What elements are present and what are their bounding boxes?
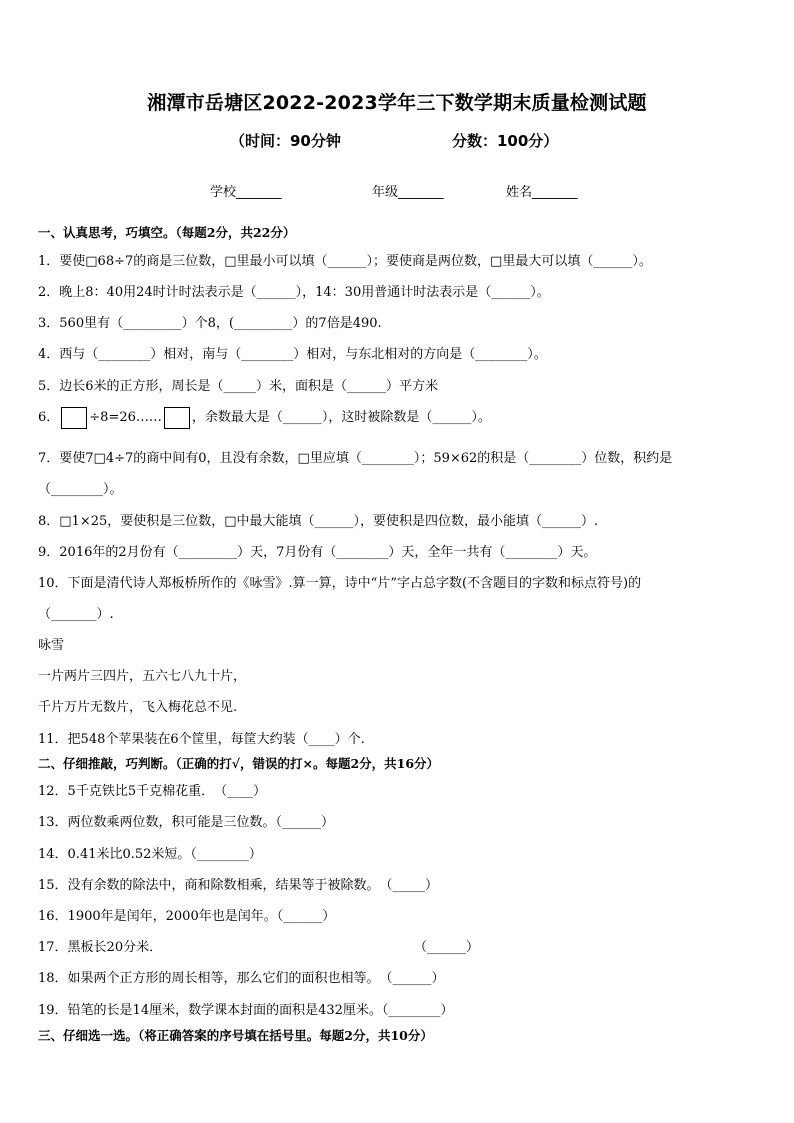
question-19: 19．铅笔的长是14厘米，数学课本封面的面积是432厘米。（________） [38, 1003, 454, 1018]
grade-field: 年级_______ [372, 185, 444, 200]
poem-line-2: 千片万片无数片，飞入梅花总不见. [38, 700, 238, 715]
question-11: 11．把548个苹果装在6个筐里，每筐大约装（____）个. [38, 732, 365, 747]
question-4: 4．西与（________）相对，南与（________）相对，与东北相对的方向是（________）。 [38, 347, 547, 362]
question-10: 10．下面是清代诗人郑板桥所作的《咏雪》.算一算，诗中“片”字占总字数(不含题目的字数和标点符号)的 [38, 576, 642, 591]
question-6-expression: ÷8=26…… [89, 410, 162, 425]
section-3-heading: 三、仔细选一选。（将正确答案的序号填在括号里。每题2分，共10分） [38, 1028, 433, 1043]
question-6-number: 6． [38, 410, 60, 425]
question-5: 5．边长6米的正方形，周长是（_____）米，面积是（______）平方米 [38, 379, 439, 394]
question-16: 16．1900年是闰年，2000年也是闰年。（______） [38, 909, 336, 924]
poem-line-1: 一片两片三四片，五六七八九十片， [38, 669, 247, 684]
exam-time: （时间：90分钟 [230, 132, 341, 150]
question-7: 7．要使7□4÷7的商中间有0，且没有余数，□里应填（________）；59×62的积是（________）位数，积约是 [38, 451, 673, 466]
question-9: 9．2016年的2月份有（_________）天，7月份有（________）天，全年一共有（________）天。 [38, 545, 597, 560]
question-10-continued: （_______）. [38, 607, 114, 622]
name-field: 姓名_______ [506, 185, 578, 200]
question-18: 18．如果两个正方形的周长相等，那么它们的面积也相等。 （______） [38, 971, 445, 986]
question-17: 17．黑板长20分米． [38, 940, 163, 955]
dividend-blank-box [61, 407, 87, 429]
remainder-blank-box [164, 407, 190, 429]
question-3: 3．560里有（_________）个8，(_________）的7倍是490. [38, 316, 382, 331]
exam-score: 分数：100分） [452, 132, 559, 150]
section-1-heading: 一、认真思考，巧填空。（每题2分，共22分） [38, 225, 296, 240]
question-14: 14．0.41米比0.52米短。（________） [38, 847, 262, 862]
question-13: 13．两位数乘两位数，积可能是三位数。（______） [38, 815, 335, 830]
question-8: 8．□1×25，要使积是三位数，□中最大能填（______），要使积是四位数，最小能填（______）. [38, 514, 599, 529]
school-field: 学校_______ [210, 185, 282, 200]
question-7-continued: （________）。 [38, 482, 123, 497]
question-6 [38, 406, 491, 429]
question-15: 15．没有余数的除法中，商和除数相乘，结果等于被除数。 （_____） [38, 878, 439, 893]
question-1: 1．要使□68÷7的商是三位数，□里最小可以填（______）；要使商是两位数，□里最大可以填（______）。 [38, 254, 652, 269]
question-17-blank: （______） [414, 940, 480, 955]
question-12: 12．5千克铁比5千克棉花重． （____） [38, 784, 267, 799]
exam-title: 湘潭市岳塘区2022-2023学年三下数学期末质量检测试题 [147, 92, 647, 114]
section-2-heading: 二、仔细推敲，巧判断。（正确的打√，错误的打×。每题2分，共16分） [38, 756, 440, 771]
poem-title: 咏雪 [38, 638, 65, 653]
question-2: 2．晚上8：40用24时计时法表示是（______），14：30用普通计时法表示是（______）。 [38, 285, 550, 300]
question-6-text: ，余数最大是（______），这时被除数是（______）。 [191, 410, 491, 425]
